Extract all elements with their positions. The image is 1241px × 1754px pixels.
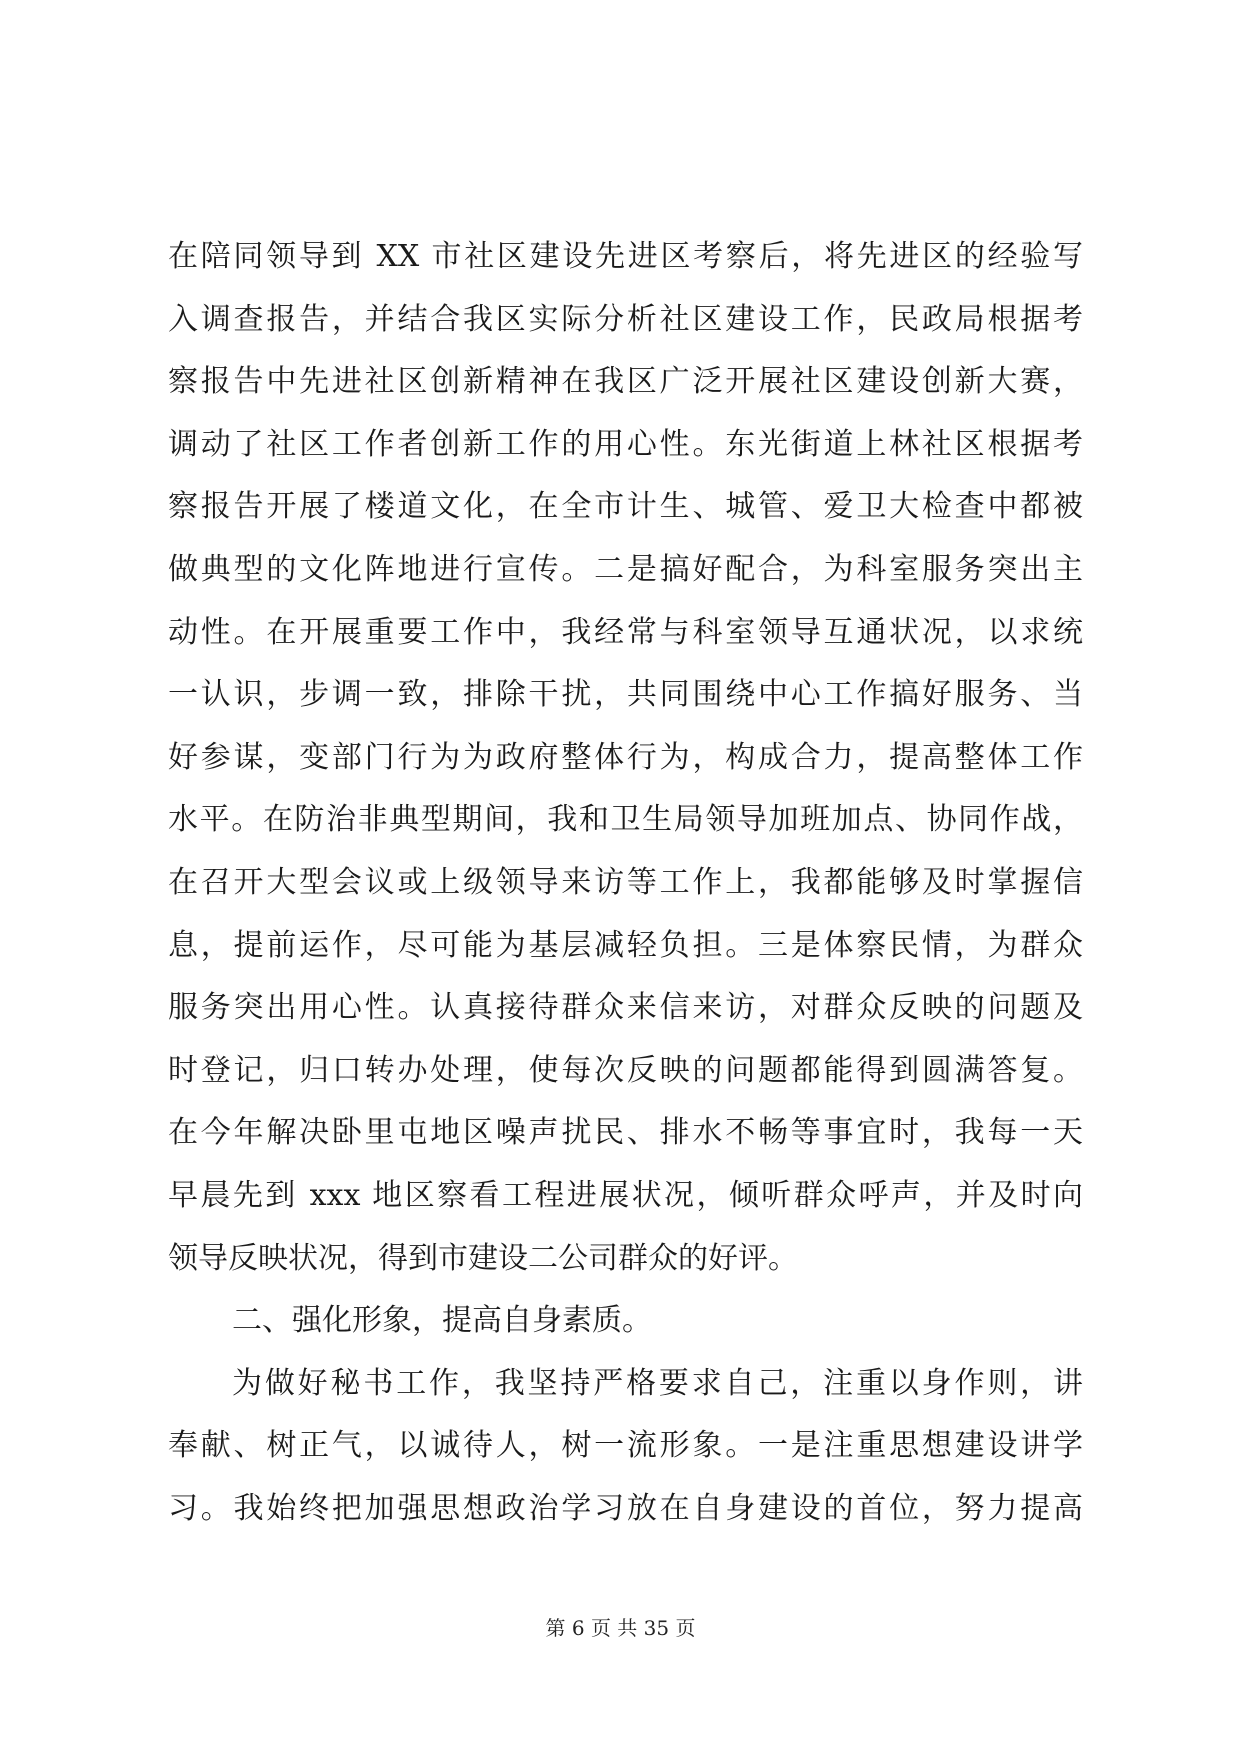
text-line: 奉献、树正气，以诚待人，树一流形象。一是注重思想建设讲学 (168, 1428, 1083, 1464)
text-line: 为做好秘书工作，我坚持严格要求自己，注重以身作则，讲 (232, 1365, 1083, 1401)
section-heading: 二、强化形象，提高自身素质。 (232, 1303, 652, 1339)
page-number: 第 6 页 共 35 页 (545, 1616, 696, 1640)
text-line: 察报告开展了楼道文化，在全市计生、城管、爱卫大检查中都被 (168, 489, 1083, 525)
text-line: 在召开大型会议或上级领导来访等工作上，我都能够及时掌握信 (168, 864, 1083, 900)
text-line: 一认识，步调一致，排除干扰，共同围绕中心工作搞好服务、当 (168, 677, 1083, 713)
page-footer (0, 1614, 1241, 1642)
text-line: 动性。在开展重要工作中，我经常与科室领导互通状况，以求统 (168, 614, 1083, 650)
text-line: 息，提前运作，尽可能为基层减轻负担。三是体察民情，为群众 (168, 927, 1083, 963)
text-line: 早晨先到 xxx 地区察看工程进展状况，倾听群众呼声，并及时向 (168, 1177, 1083, 1213)
text-line: 时登记，归口转办处理，使每次反映的问题都能得到圆满答复。 (168, 1052, 1083, 1088)
body-text (168, 226, 1083, 1540)
text-line: 在陪同领导到 XX 市社区建设先进区考察后，将先进区的经验写 (168, 239, 1083, 274)
text-line: 好参谋，变部门行为为政府整体行为，构成合力，提高整体工作 (168, 739, 1083, 775)
text-line: 做典型的文化阵地进行宣传。二是搞好配合，为科室服务突出主 (168, 551, 1083, 587)
text-line: 习。我始终把加强思想政治学习放在自身建设的首位，努力提高 (168, 1490, 1083, 1526)
text-line: 在今年解决卧里屯地区噪声扰民、排水不畅等事宜时，我每一天 (168, 1115, 1083, 1151)
text-line: 领导反映状况，得到市建设二公司群众的好评。 (168, 1240, 798, 1276)
text-line: 水平。在防治非典型期间，我和卫生局领导加班加点、协同作战， (168, 802, 1083, 838)
text-line: 服务突出用心性。认真接待群众来信来访，对群众反映的问题及 (168, 990, 1083, 1026)
text-line: 察报告中先进社区创新精神在我区广泛开展社区建设创新大赛， (168, 364, 1083, 400)
text-line: 入调查报告，并结合我区实际分析社区建设工作，民政局根据考 (168, 301, 1083, 337)
text-line: 调动了社区工作者创新工作的用心性。东光街道上林社区根据考 (168, 426, 1083, 462)
